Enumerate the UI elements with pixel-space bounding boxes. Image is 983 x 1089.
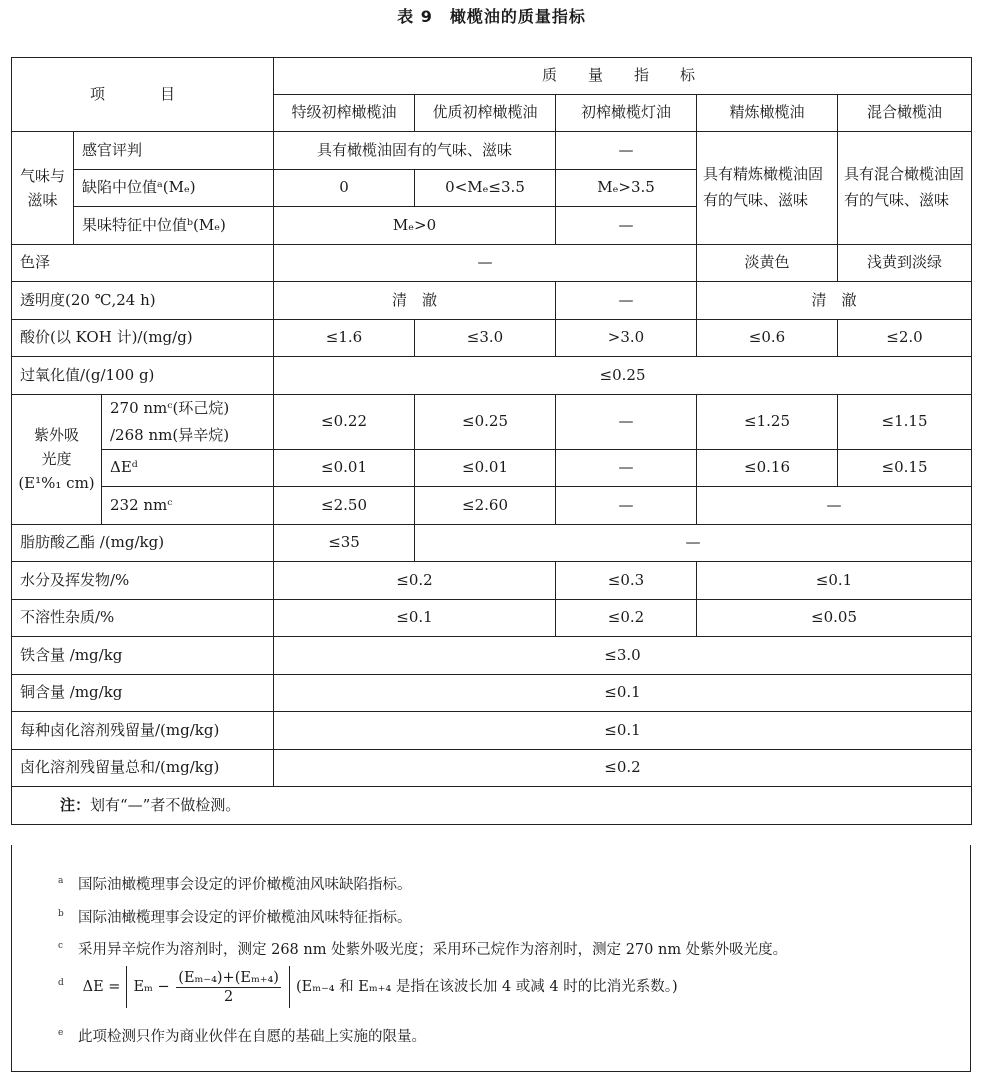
uv-delta-cell: ≤0.16: [697, 449, 838, 487]
footnote-e: e 此项检测只作为商业伙伴在自愿的基础上实施的限量。: [58, 1028, 426, 1045]
uv-270-label: 270 nmᶜ(环己烷) /268 nm(异辛烷): [102, 394, 274, 449]
insoluble-other-value: ≤0.05: [697, 599, 972, 637]
uv-232-cell: —: [697, 487, 972, 525]
iron-label: 铁含量 /mg/kg: [12, 637, 274, 675]
quality-table: [11, 57, 972, 825]
uv-delta-label: ΔEᵈ: [102, 449, 274, 487]
clarity-label: 透明度(20 ℃,24 h): [12, 282, 274, 320]
halogen-each-label: 每种卤化溶剂残留量/(mg/kg): [12, 712, 274, 750]
defect-fine-value: 0<Mₑ≤3.5: [415, 169, 556, 207]
table-title: 表 9 橄榄油的质量指标: [397, 7, 586, 26]
ethyl-ester-label: 脂肪酸乙酯 /(mg/kg): [12, 524, 274, 562]
defect-extra-value: 0: [274, 169, 415, 207]
acid-value-cell: >3.0: [556, 319, 697, 357]
uv-270-cell: ≤1.15: [838, 394, 972, 449]
acid-value-label: 酸价(以 KOH 计)/(mg/g): [12, 319, 274, 357]
header-grade-fine-virgin: 优质初榨橄榄油: [415, 95, 556, 132]
sensory-blended-value: 具有混合橄榄油固有的气味、滋味: [838, 132, 972, 245]
defect-lamp-value: Mₑ>3.5: [556, 169, 697, 207]
ethyl-ester-rest: —: [415, 524, 972, 562]
header-grade-blended: 混合橄榄油: [838, 95, 972, 132]
iron-value: ≤3.0: [274, 637, 972, 675]
header-item: 项 目: [12, 58, 274, 132]
peroxide-label: 过氧化值/(g/100 g): [12, 357, 274, 395]
acid-value-cell: ≤2.0: [838, 319, 972, 357]
acid-value-cell: ≤3.0: [415, 319, 556, 357]
fruity-lamp-value: —: [556, 207, 697, 245]
footnote-b: b 国际油橄榄理事会设定的评价橄榄油风味特征指标。: [58, 909, 412, 926]
table-note: 注：划有“—”者不做检测。: [12, 787, 972, 825]
uv-270-cell: ≤0.22: [274, 394, 415, 449]
clarity-virgin-value: 清 澈: [274, 282, 556, 320]
copper-label: 铜含量 /mg/kg: [12, 674, 274, 712]
fruity-median-label: 果味特征中位值ᵇ(Mₑ): [74, 207, 274, 245]
header-grade-lampante: 初榨橄榄灯油: [556, 95, 697, 132]
acid-value-cell: ≤0.6: [697, 319, 838, 357]
footnote-c: c 采用异辛烷作为溶剂时，测定 268 nm 处紫外吸光度；采用环己烷作为溶剂时，测定 270 nm 处紫外吸光度。: [58, 941, 788, 958]
moisture-label: 水分及挥发物/%: [12, 562, 274, 600]
header-group: 质 量 指 标: [274, 58, 972, 95]
copper-value: ≤0.1: [274, 674, 972, 712]
insoluble-label: 不溶性杂质/%: [12, 599, 274, 637]
fruity-virgin-value: Mₑ>0: [274, 207, 556, 245]
halogen-total-label: 卤化溶剂残留量总和/(mg/kg): [12, 749, 274, 787]
sensory-lamp-value: —: [556, 132, 697, 170]
moisture-virgin-value: ≤0.2: [274, 562, 556, 600]
uv-delta-cell: ≤0.01: [415, 449, 556, 487]
uv-270-cell: —: [556, 394, 697, 449]
uv-270-cell: ≤1.25: [697, 394, 838, 449]
insoluble-virgin-value: ≤0.1: [274, 599, 556, 637]
flavor-group-label: 气味与滋味: [12, 132, 74, 245]
moisture-other-value: ≤0.1: [697, 562, 972, 600]
sensory-refined-value: 具有精炼橄榄油固有的气味、滋味: [697, 132, 838, 245]
uv-232-cell: —: [556, 487, 697, 525]
header-grade-refined: 精炼橄榄油: [697, 95, 838, 132]
halogen-total-value: ≤0.2: [274, 749, 972, 787]
color-label: 色泽: [12, 244, 274, 282]
uv-delta-cell: —: [556, 449, 697, 487]
uv-group-label: 紫外吸 光度 (E¹%₁ cm): [12, 394, 102, 524]
acid-value-cell: ≤1.6: [274, 319, 415, 357]
defect-median-label: 缺陷中位值ᵃ(Mₑ): [74, 169, 274, 207]
uv-232-cell: ≤2.60: [415, 487, 556, 525]
sensory-virgin-value: 具有橄榄油固有的气味、滋味: [274, 132, 556, 170]
footnote-d: d ΔE = Eₘ − $\frac{\text{(Eₘ₋₄)+(Eₘ₊₄)}}{2}$ (Eₘ₋₄ 和 Eₘ₊₄ 是指在该波长加 4 或减 4 时的比消光系数。): [58, 966, 678, 1008]
header-grade-extra-virgin: 特级初榨橄榄油: [274, 95, 415, 132]
uv-delta-cell: ≤0.15: [838, 449, 972, 487]
uv-232-label: 232 nmᶜ: [102, 487, 274, 525]
peroxide-value: ≤0.25: [274, 357, 972, 395]
uv-270-cell: ≤0.25: [415, 394, 556, 449]
delta-e-formula: ΔE = Eₘ − $\frac{\text{(Eₘ₋₄)+(Eₘ₊₄)}}{2}$ (Eₘ₋₄ 和 Eₘ₊₄ 是指在该波长加 4 或减 4 时的比消光系数。): [83, 966, 678, 1008]
uv-232-cell: ≤2.50: [274, 487, 415, 525]
color-virgin-value: —: [274, 244, 697, 282]
ethyl-ester-first: ≤35: [274, 524, 415, 562]
clarity-lamp-value: —: [556, 282, 697, 320]
sensory-label: 感官评判: [74, 132, 274, 170]
clarity-other-value: 清 澈: [697, 282, 972, 320]
footnote-a: a 国际油橄榄理事会设定的评价橄榄油风味缺陷指标。: [58, 876, 412, 893]
color-blended-value: 浅黄到淡绿: [838, 244, 972, 282]
moisture-lamp-value: ≤0.3: [556, 562, 697, 600]
uv-delta-cell: ≤0.01: [274, 449, 415, 487]
insoluble-lamp-value: ≤0.2: [556, 599, 697, 637]
halogen-each-value: ≤0.1: [274, 712, 972, 750]
color-refined-value: 淡黄色: [697, 244, 838, 282]
